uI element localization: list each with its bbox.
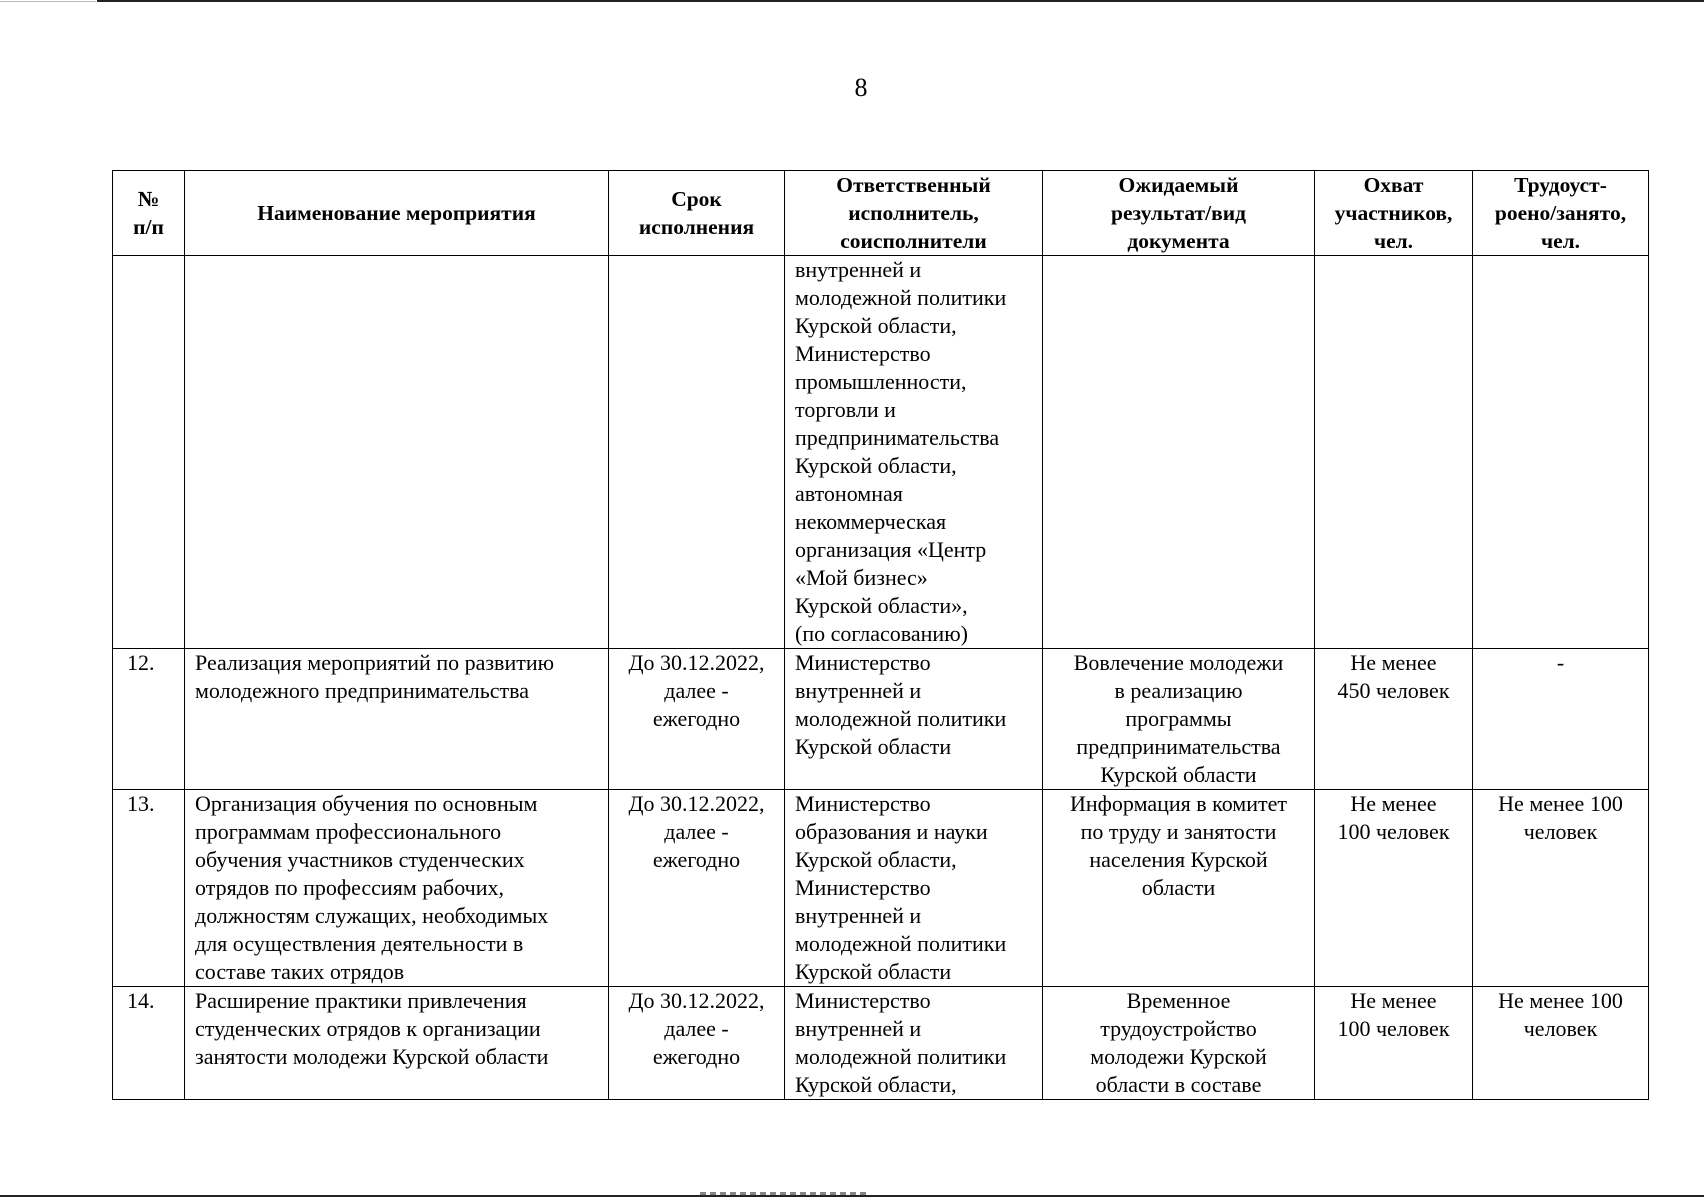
scan-edge-top [97, 0, 1704, 2]
table-header-row [113, 171, 1649, 256]
scan-edge-bottom [0, 1195, 1704, 1197]
cell-responsible: Министерство внутренней и молодежной политики Курской области [785, 649, 1043, 790]
cell-result: Вовлечение молодежи в реализацию программы предпринимательства Курской области [1043, 649, 1315, 790]
cell-result: Информация в комитет по труду и занятости населения Курской области [1043, 790, 1315, 987]
cell-name: Организация обучения по основным программам профессионального обучения участников студенческих отрядов по профессиям рабочих, должностям служащих, необходимых для осуществления деятельности в составе таких отрядов [185, 790, 609, 987]
table-row [113, 256, 1649, 649]
cell-employed: - [1473, 649, 1649, 790]
cell-deadline [609, 256, 785, 649]
cell-num: 12. [113, 649, 185, 790]
cell-employed [1473, 256, 1649, 649]
cell-coverage: Не менее 100 человек [1315, 987, 1473, 1100]
events-table [112, 170, 1649, 1100]
header-num: № п/п [113, 171, 185, 256]
cell-deadline: До 30.12.2022, далее - ежегодно [609, 790, 785, 987]
header-coverage: Охват участников, чел. [1315, 171, 1473, 256]
cell-coverage [1315, 256, 1473, 649]
cell-coverage: Не менее 100 человек [1315, 790, 1473, 987]
cell-deadline: До 30.12.2022, далее - ежегодно [609, 987, 785, 1100]
table-row [113, 649, 1649, 790]
cell-responsible: внутренней и молодежной политики Курской области, Министерство промышленности, торговли и предпринимательства Курской области, автономная некоммерческая организация «Центр «Мой бизнес» Курской области», (по согласованию) [785, 256, 1043, 649]
cell-employed: Не менее 100 человек [1473, 987, 1649, 1100]
cell-name [185, 256, 609, 649]
cell-name: Реализация мероприятий по развитию молодежного предпринимательства [185, 649, 609, 790]
cell-result [1043, 256, 1315, 649]
cell-responsible: Министерство образования и науки Курской области, Министерство внутренней и молодежной политики Курской области [785, 790, 1043, 987]
page-number: 8 [854, 73, 868, 102]
cell-num [113, 256, 185, 649]
scan-edge-top-left [0, 1, 96, 2]
cell-responsible: Министерство внутренней и молодежной политики Курской области, [785, 987, 1043, 1100]
header-responsible: Ответственный исполнитель, соисполнители [785, 171, 1043, 256]
table-row [113, 790, 1649, 987]
cell-num: 14. [113, 987, 185, 1100]
cell-result: Временное трудоустройство молодежи Курской области в составе [1043, 987, 1315, 1100]
header-deadline: Срок исполнения [609, 171, 785, 256]
cell-deadline: До 30.12.2022, далее - ежегодно [609, 649, 785, 790]
cell-name: Расширение практики привлечения студенческих отрядов к организации занятости молодежи Курской области [185, 987, 609, 1100]
table-row [113, 987, 1649, 1100]
header-name: Наименование мероприятия [185, 171, 609, 256]
cell-coverage: Не менее 450 человек [1315, 649, 1473, 790]
header-result: Ожидаемый результат/вид документа [1043, 171, 1315, 256]
cell-num: 13. [113, 790, 185, 987]
cell-employed: Не менее 100 человек [1473, 790, 1649, 987]
header-employed: Трудоуст- роено/занято, чел. [1473, 171, 1649, 256]
